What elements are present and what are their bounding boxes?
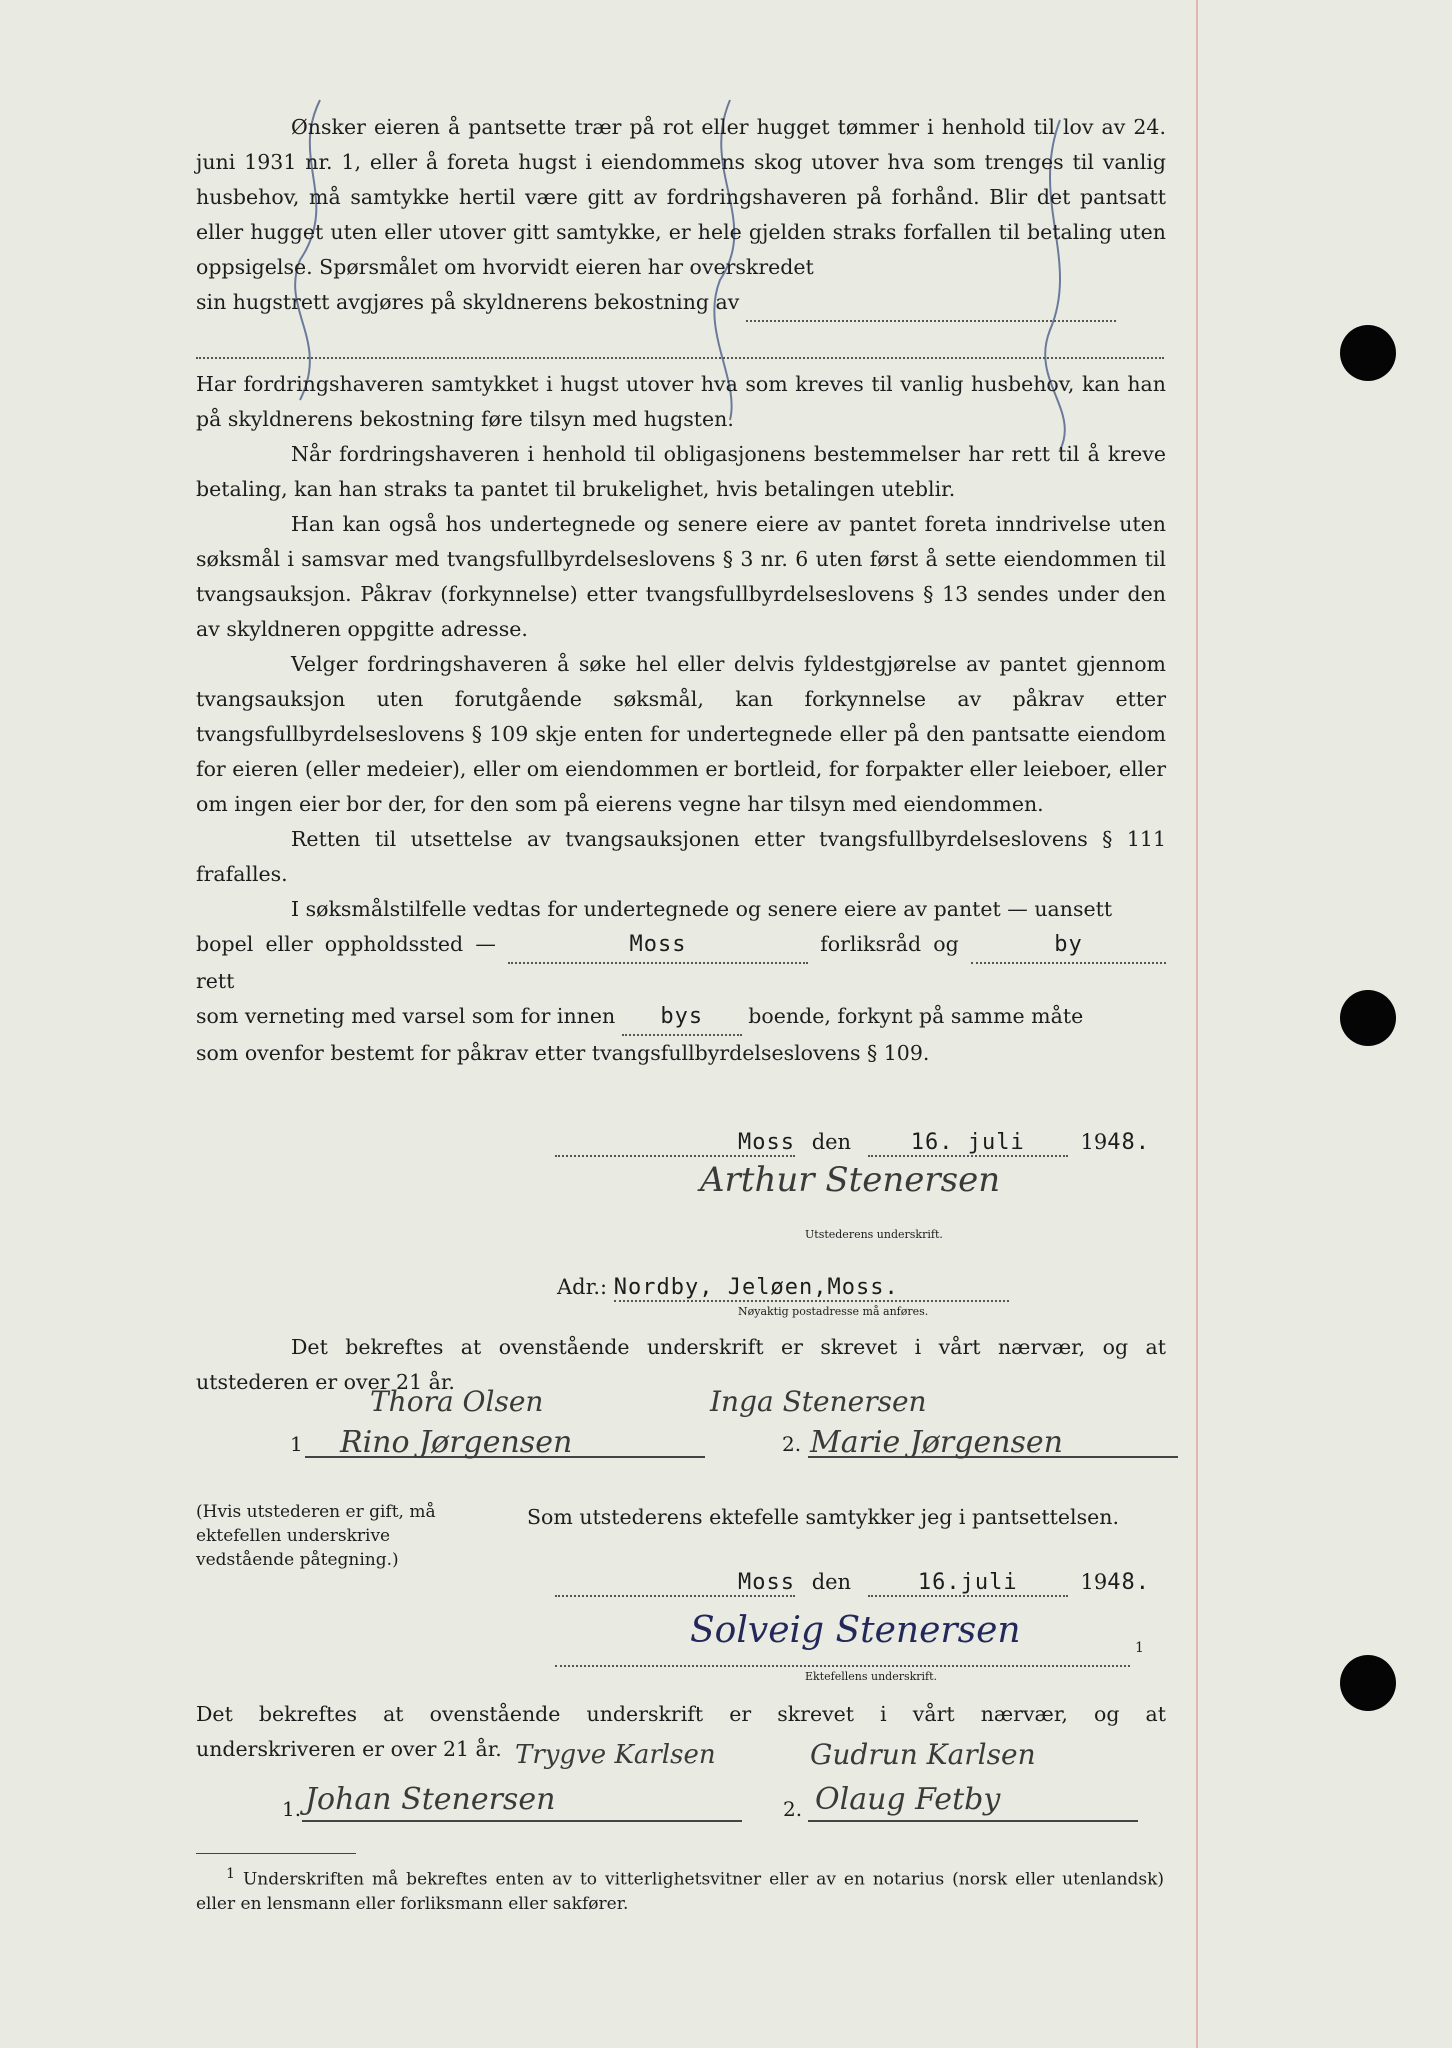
witness1-sig2-top: Inga Stenersen	[710, 1385, 927, 1418]
witness2-sig1: Johan Stenersen	[305, 1782, 556, 1817]
address-caption: Nøyaktig postadresse må anføres.	[738, 1305, 929, 1318]
venue-place: Moss	[508, 927, 808, 964]
punch-hole-top	[1340, 325, 1396, 381]
issuer-caption: Utstederens underskrift.	[805, 1228, 943, 1241]
issuer-signature: Arthur Stenersen	[700, 1160, 1001, 1200]
hugstrett-blank	[746, 285, 1116, 322]
punch-hole-bottom	[1340, 1655, 1396, 1711]
hugstrett-text: sin hugstrett avgjøres på skyldnerens bekostning av	[196, 290, 740, 314]
venue-line-3: som ovenfor bestemt for påkrav etter tvangsfullbyrdelseslovens § 109.	[196, 1041, 930, 1065]
paragraph-forest-pledge: Ønsker eieren å pantsette trær på rot eller hugget tømmer i henhold til lov av 24. juni 1931 nr. 1, eller å foreta hugst i eiendommens skog utover hva som trenges til vanlig husbehov, må samtykke hertil være gitt av fordringshaveren på forhånd. Blir det pantsatt eller hugget uten eller utover gitt samtykke, er hele gjelden straks forfallen til betaling uten oppsigelse. Spørsmålet om hvorvidt eieren har overskredet	[196, 115, 1166, 279]
paragraph-forest-pledge-end	[196, 285, 1166, 322]
spouse-signature: Solveig Stenersen	[690, 1610, 1021, 1651]
witness2-sig2: Olaug Fetby	[815, 1782, 1001, 1817]
date-line-1: Moss den 16. juli 1948.	[555, 1130, 1150, 1157]
paragraph-supervision: Har fordringshaveren samtykket i hugst utover hva som kreves til vanlig husbehov, kan han på skyldnerens bekostning føre tilsyn med hugsten.	[196, 372, 1166, 431]
venue-bys: bys	[622, 999, 742, 1036]
witness2-sig1-top: Trygve Karlsen	[515, 1740, 716, 1770]
date-year: 48.	[1107, 1130, 1150, 1155]
blank-line	[196, 322, 1166, 359]
spouse-note: (Hvis utstederen er gift, må ektefellen underskrive vedstående påtegning.)	[196, 1502, 436, 1570]
date-place: Moss	[555, 1130, 795, 1157]
paragraph-auction: Velger fordringshaveren å søke hel eller delvis fyldestgjørelse av pantet gjennom tvangsauksjon uten forutgående søksmål, kan forkynnelse av påkrav etter tvangsfullbyrdelseslovens § 109 skje enten for undertegnede eller på den pantsatte eiendom for eieren (eller medeier), eller om eiendommen er bortleid, for forpakter eller leieboer, eller om ingen eier bor der, for den som på eierens vegne har tilsyn med eiendommen.	[196, 652, 1166, 816]
witness1-sig1: Rino Jørgensen	[340, 1425, 573, 1460]
date-day: 16. juli	[868, 1130, 1068, 1157]
paragraph-venue: I søksmålstilfelle vedtas for undertegnede og senere eiere av pantet — uansett	[291, 897, 1113, 921]
witness-statement-2: Det bekreftes at ovenstående underskrift er skrevet i vårt nærvær, og at underskriveren er over 21 år.	[196, 1702, 1166, 1761]
spouse-consent: Som utstederens ektefelle samtykker jeg i pantsettelsen.	[527, 1505, 1119, 1529]
main-text	[196, 110, 1166, 1071]
venue-line-2: som verneting med varsel som for innen bys boende, forkynt på samme måte	[196, 999, 1166, 1036]
witness1-sig2: Marie Jørgensen	[810, 1425, 1064, 1460]
spouse-date-place: Moss	[555, 1570, 795, 1597]
witness2-sig2-top: Gudrun Karlsen	[810, 1738, 1036, 1771]
witness-statement-1: Det bekreftes at ovenstående underskrift er skrevet i vårt nærvær, og at utstederen er over 21 år.	[196, 1335, 1166, 1394]
spouse-date-day: 16.juli	[868, 1570, 1068, 1597]
punch-hole-middle	[1340, 990, 1396, 1046]
witness1-sig1-top: Thora Olsen	[370, 1385, 544, 1418]
spouse-caption: Ektefellens underskrift.	[805, 1670, 938, 1683]
spouse-date-year: 48.	[1107, 1570, 1150, 1595]
issuer-address: Nordby, Jeløen,Moss.	[614, 1275, 1009, 1302]
margin-line	[1196, 0, 1198, 2048]
date-line-2: Moss den 16.juli 1948.	[555, 1570, 1150, 1597]
paragraph-collection: Han kan også hos undertegnede og senere eiere av pantet foreta inndrivelse uten søksmål i samsvar med tvangsfullbyrdelseslovens § 3 nr. 6 uten først å sette eiendommen til tvangsauksjon. Påkrav (forkynnelse) etter tvangsfullbyrdelseslovens § 13 sendes under den av skyldneren oppgitte adresse.	[196, 512, 1166, 641]
address-line: Adr.: Nordby, Jeløen,Moss.	[557, 1275, 1009, 1302]
venue-court: by	[971, 927, 1166, 964]
venue-line-1: bopel eller oppholdssted — Moss forliksråd og by rett	[196, 927, 1166, 999]
paragraph-payment: Når fordringshaveren i henhold til obligasjonens bestemmelser har rett til å kreve betaling, kan han straks ta pantet til brukelighet, hvis betalingen uteblir.	[196, 442, 1166, 501]
footnote: $^1$ Underskriften må bekreftes enten av to vitterlighetsvitner eller av en notarius (norsk eller utenlandsk) eller en lensmann eller forliksmann eller sakfører.	[196, 1866, 1165, 1914]
paragraph-postponement: Retten til utsettelse av tvangsauksjonen etter tvangsfullbyrdelseslovens § 111 frafalles.	[196, 827, 1166, 886]
